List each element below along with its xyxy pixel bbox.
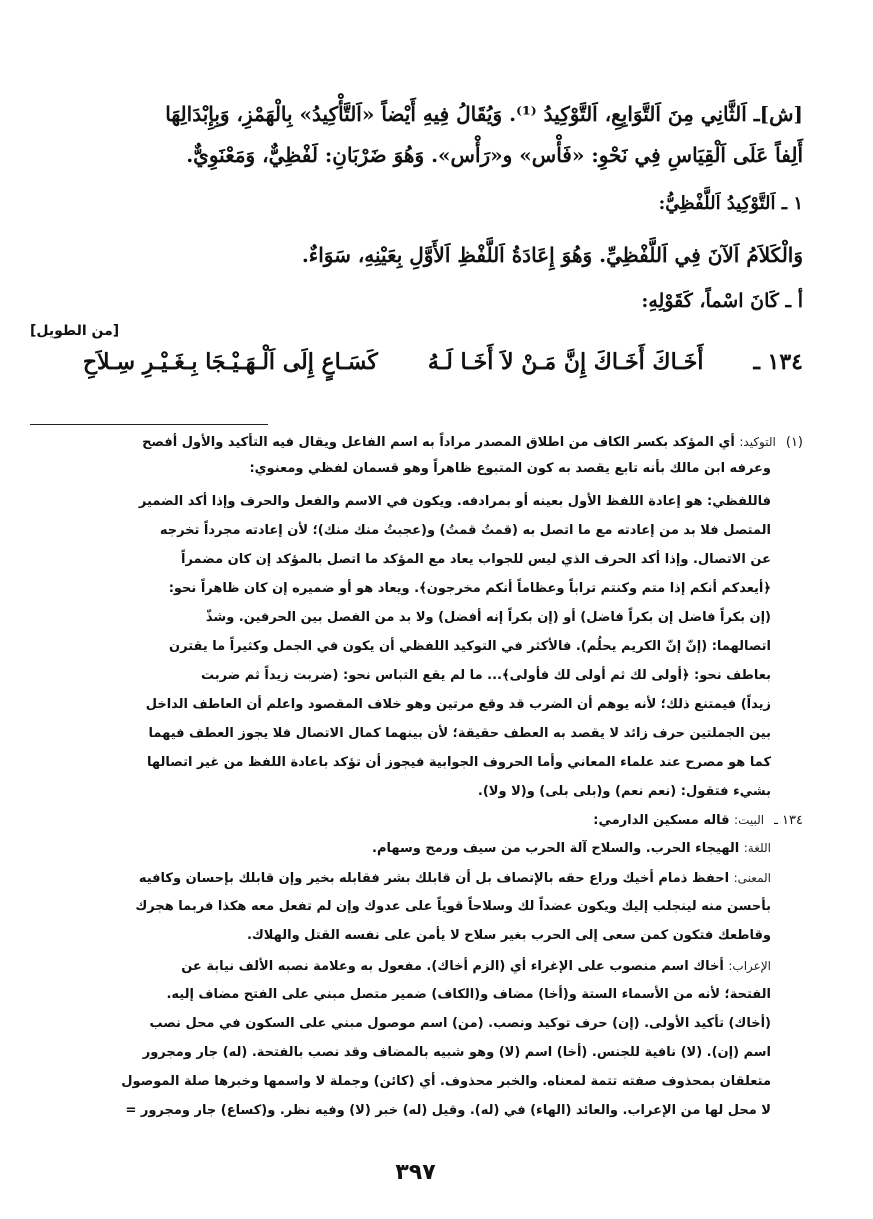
footnote-1-line-8: اتصالهما: (إنّ إنّ الكريم يحلُم). فالأكثر في التوكيد اللفظي أن يكون في الجمل وكثيراً ما يقترن [169,639,771,654]
footnote-1-line-11: بين الجملتين حرف زائد لا يقصد به العطف حقيقة؛ لأن بينهما كمال الاتصال فلا يجوز العطف فيهما [148,726,771,741]
footnote-1-line-10: زيداً) فيمتنع ذلك؛ لأنه يوهم أن الضرب قد وقع مرتين وهو خلاف المقصود واعلم أن العاطف الداخل [145,697,771,712]
irab-text: أخاك اسم منصوب على الإغراء أي (الزم أخاك). مفعول به وعلامة نصبه الألف نيابة عن [181,959,724,974]
main-line-1: [ش]ـ اَلثَّانِي مِنَ اَلتَّوَابِعِ، اَلتَّوْكِيدُ ⁽¹⁾. وَيُقَالُ فِيهِ أَيْضاً «اَلتَّأْكِيدُ» بِالْهَمْزِ، وَبِإِبْدَالِهَا [165,102,803,126]
main-line-4: أ ـ كَانَ اسْماً، كَقَوْلِهِ: [641,290,803,312]
meter-tag: [من الطويل] [30,323,120,339]
main-line-2: أَلِفاً عَلَى اَلْقِيَاسِ فِي نَحْوِ: «فَأْس» و«رَأْس». وَهُوَ ضَرْبَانِ: لَفْظِيٌّ، وَمَعْنَوِيٌّ. [186,143,803,167]
footnote-number: (١) [785,435,803,450]
footnote-1-line-4: المتصل فلا بد من إعادته مع ما اتصل به (قمتُ قمتُ) و(عجبتُ منك منك)؛ لأن إعادته مجرداً تخرجه [159,523,771,538]
irab-line-4: اسم (إن). (لا) نافية للجنس. (أخا) اسم (لا) وهو شبيه بالمضاف وقد نصب بالفتحة. (له) جار ومجرور [142,1045,771,1060]
verse-134 [83,349,803,375]
main-line-3: وَالْكَلاَمُ اَلآنَ فِي اَللَّفْظِيِّ. وَهُوَ إِعَادَةُ اَللَّفْظِ اَلأَوَّلِ بِعَيْنِهِ، سَوَاءٌ. [301,243,803,267]
irab-line-3: (أخاك) تأكيد الأولى. (إن) حرف توكيد ونصب. (من) اسم موصول مبني على السكون في محل نصب [149,1016,771,1031]
verse-note-label: البيت: [734,813,765,827]
footnote-1-line-1 [142,430,803,455]
irab-line-2: الفتحة؛ لأنه من الأسماء الستة و(أخا) مضاف و(الكاف) ضمير متصل مبني على الفتح مضاف إليه. [166,987,771,1002]
mana-label: المعنى: [733,871,771,885]
verse-note-header [593,808,803,833]
footnote-1-line-7: (إن بكراً فاضل إن بكراً فاضل) أو (إن بكراً إنه أفضل) ولا بد من الفصل بين الحرفين. وشذّ [205,610,771,625]
footnote-1-line-6: ﴿أيعدكم أنكم إذا متم وكنتم تراباً وعظاماً أنكم مخرجون﴾. ويعاد هو أو ضميره إن كان ظاهراً نحو: [168,581,771,596]
mana-line-1 [139,866,771,891]
mana-text: احفظ ذمام أخيك وراع حقه بالإتصاف بل أن قابلك بشر فقابله بخير وإن قابلك بإحسان وكافيه [138,871,730,886]
verse-note-number: ١٣٤ ـ [774,813,803,828]
page-number: ٣٩٧ [395,1160,436,1185]
mana-line-3: وقاطعك فتكون كمن سعى إلى الحرب بغير سلاح لا يأمن على نفسه القتل والهلاك. [246,928,771,943]
footnote-1-line-2: وعرفه ابن مالك بأنه تابع يقصد به كون المتبوع ظاهراً وهو قسمان لفظي ومعنوي: [249,461,771,476]
verse-note-text: قاله مسكين الدارمي: [593,813,730,828]
irab-line-5: متعلقان بمحذوف صفته تتمة لمعناه. والخبر محذوف. أي (كائن) وجملة لا واسمها وخبرها صلة الموصول [121,1074,771,1089]
footnote-1-line-12: كما هو مصرح عند علماء المعاني وأما الحروف الجوابية فيجوز أن تؤكد باعادة اللفظ من غير اتصالها [147,755,771,770]
book-page [28,0,803,1219]
footnote-label: التوكيد: [739,435,776,449]
footnote-1-line-3: فاللفظي: هو إعادة اللفظ الأول بعينه أو بمرادفه. ويكون في الاسم والفعل والحرف وإذا أكد الضمير [138,494,771,509]
lugha-label: اللغة: [743,841,771,855]
footnote-divider [30,424,268,425]
footnote-1-line-5: عن الاتصال. وإذا أكد الحرف الذي ليس للجواب يعاد مع المؤكد ما اتصل بالمؤكد إن كان مضمراً [181,552,771,567]
irab-line-6: لا محل لها من الإعراب. والعائد (الهاء) في (له). وقيل (له) خبر (لا) وفيه نظر. و(كساع) جار ومجرور = [125,1103,771,1118]
footnote-text: أي المؤكد بكسر الكاف من اطلاق المصدر مراداً به اسم الفاعل ويقال فيه التأكيد والأول أفصح [142,435,735,450]
footnote-1-line-9: بعاطف نحو: ﴿أولى لك ثم أولى لك فأولى﴾... ما لم يقع التباس نحو: (ضربت زيداً ثم ضربت [200,668,771,683]
lugha-line [372,836,771,861]
verse-second-hemistich: كَسَـاعٍ إِلَى اَلْـهَـيْـجَا بِـغَـيْـرِ سِـلاَحِ [82,349,378,375]
section-heading: ١ ـ اَلتَّوْكِيدُ اَللَّفْظِيُّ: [658,193,803,214]
irab-label: الإعراب: [728,959,771,973]
irab-line-1 [181,954,771,979]
lugha-text: الهيجاء الحرب. والسلاح آلة الحرب من سيف ورمح وسهام. [372,841,740,856]
verse-number: ١٣٤ ـ [753,349,803,375]
verse-first-hemistich: أَخَـاكَ أَخَـاكَ إِنَّ مَـنْ لاَ أَخَـا لَـهُ [427,349,704,375]
footnote-1-line-13: بشيء فتقول: (نعم نعم) و(بلى بلى) و(لا ولا). [477,784,771,799]
mana-line-2: بأحسن منه لينجلب إليك ويكون عضداً لك وسلاحاً قوياً على عدوك وإن لم تفعل معه هكذا فربما هجرك [135,899,771,914]
